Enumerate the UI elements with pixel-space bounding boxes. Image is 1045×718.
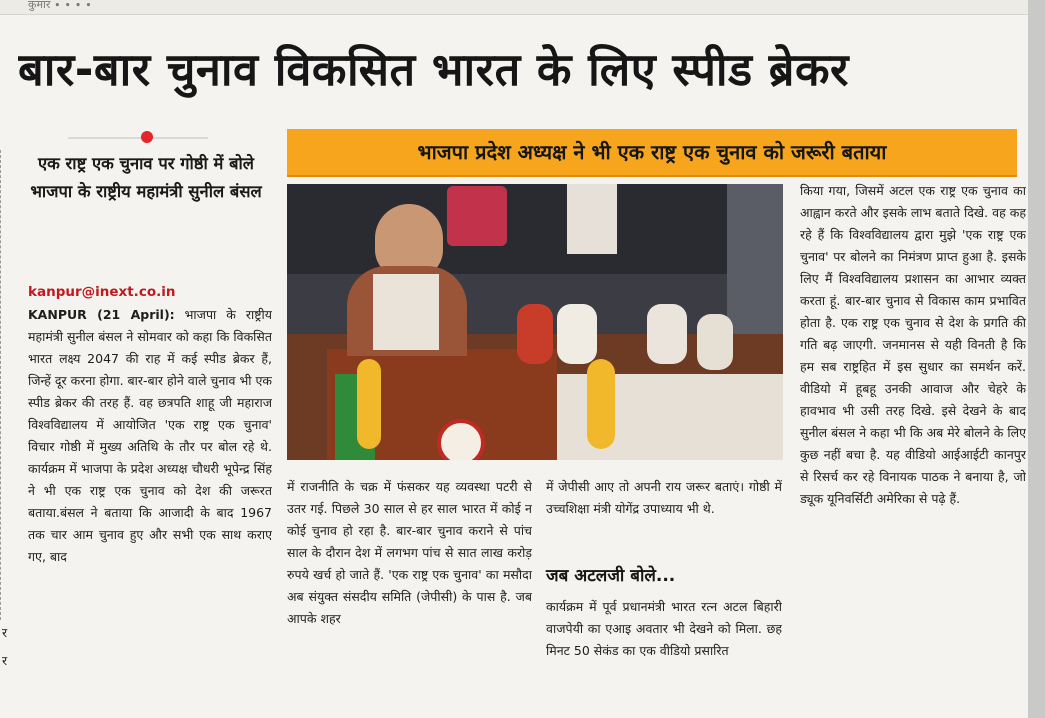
banner-text: भाजपा प्रदेश अध्यक्ष ने भी एक राष्ट्र एक चुनाव को जरूरी बताया (417, 140, 887, 164)
article-column-4: किया गया, जिसमें अटल एक राष्ट्र एक चुनाव का आह्वान करते और इसके लाभ बताते दिखे. वह कह रहे हैं कि विश्वविद्यालय द्वारा मुझे 'एक राष्ट्र एक चुनाव' पर बोलने का निमंत्रण प्राप्त हुआ है. इसके लिए मैं विश्वविद्यालय प्रशासन का आभार व्यक्त करता हूं. बार-बार चुनाव से विकास काम प्रभावित होता है. एक राष्ट्र एक चुनाव से देश के प्रगति की गति बढ़ जाएगी. जनमानस से यही विनती है कि हम सब राष्ट्रहित में इस सुधार का समर्थन करें. वीडियो में हूबहू उनकी आवाज और चेहरे के हावभाव भी उसी तरह दिखे. इसे देखने के बाद सुनील बंसल ने कहा भी कि अब मेरे बोलने के लिए कुछ नहीं बचा है. यह वीडियो आईआईटी कानपुर से रिसर्च कर रहे विनायक पाठक ने बनाया है, जो ड्यूक यूनिवर्सिटी अमेरिका से पढ़े हैं. (800, 183, 1026, 506)
page-headline: बार-बार चुनाव विकसित भारत के लिए स्पीड ब्रेकर (18, 43, 849, 96)
section-banner (287, 129, 1017, 177)
decorative-line (68, 137, 208, 139)
adjacent-article-fragment: र (2, 625, 8, 640)
article-column-2: में राजनीति के चक्र में फंसकर यह व्यवस्था पटरी से उतर गई. पिछले 30 साल से हर साल भारत में कोई न कोई चुनाव हो रहा है. बार-बार चुनाव कराने से पांच साल के दौरान देश में लगभग पांच से सात लाख करोड़ रुपये खर्च हो जाते हैं. 'एक राष्ट्र एक चुनाव' का मसौदा अब संयुक्त संसदीय समिति (जेपीसी) के पास है. जब आपके शहर (287, 479, 532, 626)
reporter-email[interactable]: kanpur@inext.co.in (28, 284, 176, 300)
page-right-edge (1028, 0, 1045, 718)
article-column-3-bottom: कार्यक्रम में पूर्व प्रधानमंत्री भारत रत्न अटल बिहारी वाजपेयी का एआइ अवतार भी देखने को मिला. छह मिनट 50 सेकंड का एक वीडियो प्रसारित (546, 599, 782, 658)
top-strip-text: कुमार ∙ ∙ ∙ ∙ (28, 0, 92, 11)
event-photo (287, 184, 783, 460)
section-subheading: जब अटलजी बोले... (546, 566, 676, 586)
column-1-text: भाजपा के राष्ट्रीय महामंत्री सुनील बंसल ने सोमवार को कहा कि विकसित भारत लक्ष्य 2047 की राह में कई स्पीड ब्रेकर हैं, जिन्हें दूर करना होगा. बार-बार होने वाले चुनाव भी एक स्पीड ब्रेकर की तरह हैं. वह छत्रपति शाहू जी महाराज विश्वविद्यालय में आयोजित 'एक राष्ट्र एक चुनाव' विचार गोष्ठी में मुख्य अतिथि के तौर पर बोल रहे थे. कार्यक्रम में भाजपा के प्रदेश अध्यक्ष चौधरी भूपेन्द्र सिंह ने भी एक राष्ट्र एक चुनाव को देश की जरूरत बताया.बंसल ने बताया कि आजादी के बाद 1967 तक चार आम चुनाव हुए और सभी एक साथ कराए गए, बाद (28, 307, 272, 564)
red-dot-icon (141, 131, 153, 143)
article-column-1 (28, 304, 272, 708)
article-column-3-top: में जेपीसी आए तो अपनी राय जरूर बताएं। गोष्ठी में उच्चशिक्षा मंत्री योगेंद्र उपाध्याय भी थे. (546, 479, 782, 516)
subheadline: एक राष्ट्र एक चुनाव पर गोष्ठी में बोले भाजपा के राष्ट्रीय महामंत्री सुनील बंसल (30, 154, 262, 201)
top-strip (0, 0, 1045, 15)
adjacent-article-fragment: र (2, 653, 8, 668)
dateline: KANPUR (21 April): (28, 307, 175, 322)
page-left-edge (0, 150, 5, 620)
